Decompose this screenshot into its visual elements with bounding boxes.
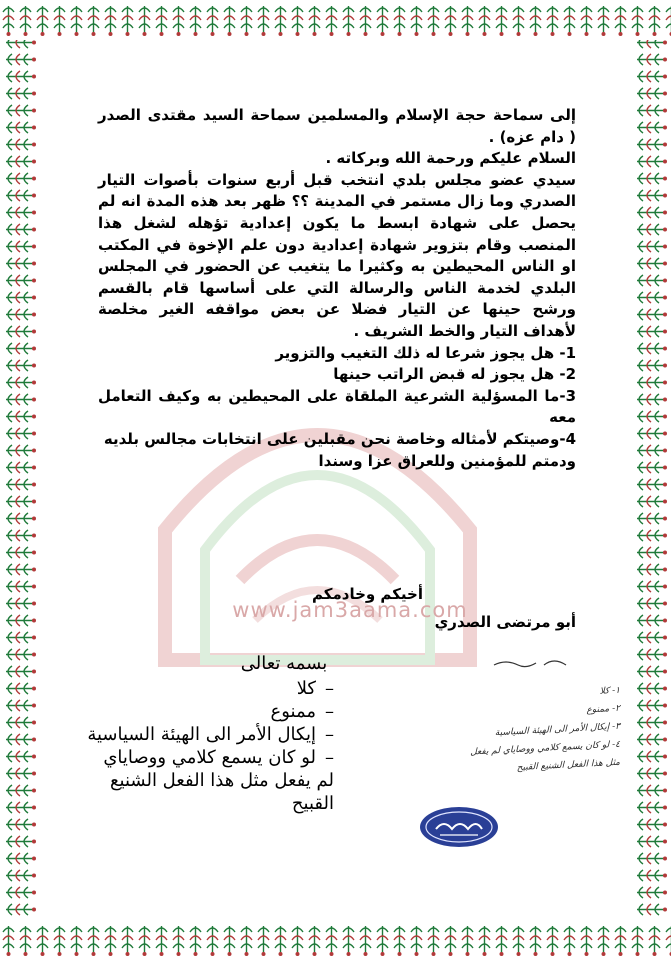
letter-signature: أبو مرتضى الصدري	[434, 613, 576, 631]
reply-item-text: لو كان يسمع كلامي ووصاياي لم يفعل مثل هذا الفعل الشنيع القبيح	[103, 747, 334, 814]
letter-salutation: إلى سماحة حجة الإسلام والمسلمين سماحة السيد مقتدى الصدر ( دام عزه) .	[98, 106, 576, 146]
handwritten-line: ٤- لو كان يسمع كلامي ووصاياي لم يفعل	[470, 739, 620, 758]
letter-closing: ودمتم للمؤمنين وللعراق عزا وسندا	[318, 451, 576, 470]
reply-item-text: ممنوع	[270, 701, 316, 722]
letter-greeting: السلام عليكم ورحمة الله وبركاته .	[325, 149, 576, 168]
seal-stamp	[418, 805, 500, 849]
letter-signoff: أخيكم وخادمكم	[311, 585, 423, 603]
handwritten-line: ٣- إيكال الأمر الى الهيئة السياسية	[494, 721, 620, 739]
typed-reply	[84, 652, 374, 815]
reply-dash: –	[325, 701, 334, 722]
reply-dash: –	[325, 678, 334, 699]
reply-dash: –	[325, 724, 334, 745]
reply-item	[84, 746, 374, 815]
reply-item	[84, 723, 374, 746]
bottom-border-ornament	[0, 920, 671, 960]
reply-dash: –	[325, 747, 334, 768]
handwritten-line: ١- كلا	[599, 685, 620, 697]
reply-item	[84, 700, 374, 723]
letter-paragraph: سيدي عضو مجلس بلدي انتخب قبل أربع سنوات بأصوات التيار الصدري وما زال مستمر في المدينة ؟؟ ظهر بعد هذه المدة انه لم يحصل على شهادة ابسط ما يكون إعدادية تؤهله لشغل هذا المنصب وقام بتزوير شهادة إعدادية دون علم الإخوة في المكتب او الناس المحيطين به وكثيرا ما يتغيب عن الحضور في المجلس البلدي لخدمة الناس والرسالة التي على أساسها قام بالقسم ورشح حينها عن التيار فضلا عن بعض مواقفه الغير مخلصة لأهداف التيار والخط الشريف .	[98, 170, 576, 340]
reply-item	[84, 677, 374, 700]
left-border-ornament	[0, 0, 40, 960]
question-item: 2- هل يجوز له قبض الراتب حينها	[333, 365, 576, 384]
reply-heading: بسمه تعالى	[240, 653, 328, 674]
handwritten-line: ٢- ممنوع	[586, 703, 620, 716]
question-item: 1- هل يجوز شرعا له ذلك التغيب والتزوير	[275, 343, 576, 362]
question-item: 4-وصيتكم لأمثاله وخاصة نحن مقبلين على انتخابات مجالس بلديه	[103, 429, 576, 448]
handwritten-response-lines	[380, 682, 620, 785]
letter-body	[98, 105, 576, 472]
reply-item-text: كلا	[296, 678, 316, 699]
right-border-ornament	[631, 0, 671, 960]
reply-item-text: إيكال الأمر الى الهيئة السياسية	[87, 724, 316, 745]
question-item: 3-ما المسؤلية الشرعية الملقاة على المحيطين به وكيف التعامل معه	[98, 386, 576, 427]
handwritten-line: مثل هذا الفعل الشنيع القبيح	[516, 757, 620, 774]
top-border-ornament	[0, 0, 671, 40]
watermark-url: www.jam3aama.com	[232, 598, 468, 622]
